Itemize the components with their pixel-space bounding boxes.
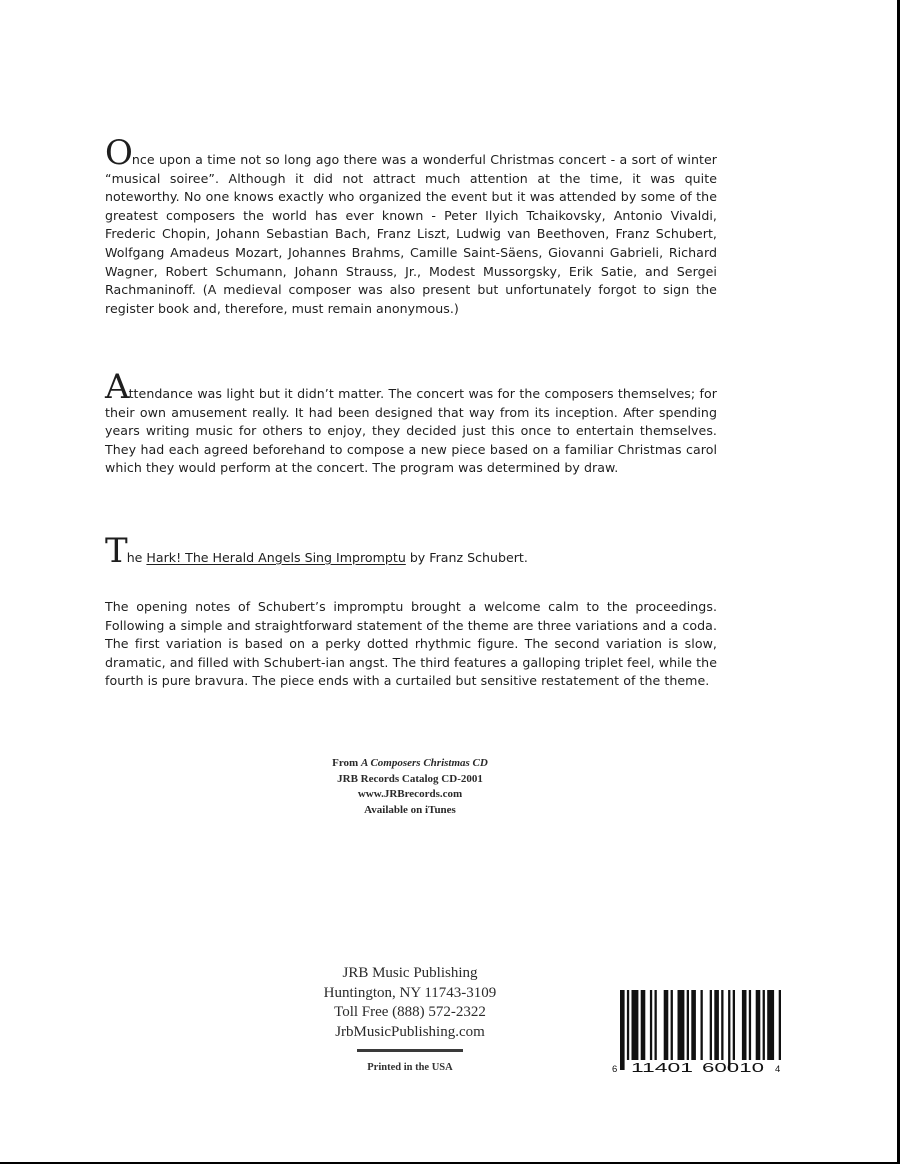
from-label: From bbox=[332, 757, 359, 769]
heading-prefix: he bbox=[126, 550, 147, 565]
publisher-address: Huntington, NY 11743-3109 bbox=[323, 984, 497, 1001]
intro-text: nce upon a time not so long ago there was a wonderful Christmas concert - a sort of winter “musical soiree”. Although it did not attract much attention at the time, it was quite noteworthy. No one knows exactly who organized the event but it was attended by some of the greatest composers the world has ever known - Peter Ilyich Tchaikovsky, Antonio Vivaldi, Frederic Chopin, Johann Sebastian Bach, Franz Liszt, Ludwig van Beethoven, Franz Schubert, Wolfgang Amadeus Mozart, Johannes Brahms, Camille Saint-Säens, Giovanni Gabrieli, Richard Wagner, Robert Schumann, Johann Strauss, Jr., Modest Mussorgsky, Erik Satie, and Sergei Rachmaninoff. (A medieval composer was also present but unfortunately forgot to sign the register book and, therefore, must remain anonymous.) bbox=[105, 152, 717, 316]
catalog-line: JRB Records Catalog CD-2001 bbox=[337, 772, 483, 785]
barcode-bar bbox=[701, 990, 703, 1060]
records-website: www.JRBrecords.com bbox=[357, 788, 463, 801]
barcode-bars bbox=[620, 990, 782, 1070]
barcode-bar bbox=[779, 990, 781, 1060]
barcode-bar bbox=[687, 990, 689, 1060]
publisher-name: JRB Music Publishing bbox=[342, 965, 478, 981]
attendance-paragraph bbox=[105, 367, 717, 478]
barcode-bar bbox=[620, 990, 625, 1070]
description-text: The opening notes of Schubert’s impromptu brought a welcome calm to the proceedings. Following a simple and straightforward statement of the theme are three variations and a coda. The first variation is based on a perky dotted rhythmic figure. The second variation is slow, dramatic, and filled with Schubert-ian angst. The third features a galloping triplet feel, while the fourth is pure bravura. The piece ends with a curtailed but sensitive restatement of the theme. bbox=[105, 599, 717, 689]
description-paragraph bbox=[105, 598, 717, 691]
barcode-right-digits: 60010 bbox=[702, 1060, 764, 1075]
barcode-bar bbox=[763, 990, 765, 1060]
cd-credit-line bbox=[270, 756, 550, 772]
barcode-bar bbox=[710, 990, 712, 1060]
barcode-bar bbox=[767, 990, 774, 1060]
attendance-dropcap: A bbox=[105, 367, 129, 407]
cd-title: A Composers Christmas CD bbox=[360, 757, 488, 769]
barcode-bar bbox=[728, 990, 730, 1070]
barcode-bar bbox=[655, 990, 657, 1060]
printed-notice: Printed in the USA bbox=[367, 1062, 453, 1073]
barcode-left-digits: 11401 bbox=[631, 1060, 693, 1075]
heading-suffix: by Franz Schubert. bbox=[405, 550, 528, 565]
barcode-bar bbox=[650, 990, 652, 1060]
barcode-bar bbox=[632, 990, 639, 1060]
publisher-phone: Toll Free (888) 572-2322 bbox=[334, 1004, 486, 1020]
barcode-bar bbox=[691, 990, 696, 1060]
barcode-bar bbox=[742, 990, 747, 1060]
barcode-bar bbox=[733, 990, 735, 1060]
barcode-bar bbox=[627, 990, 629, 1060]
barcode-bar bbox=[664, 990, 669, 1060]
publisher-divider bbox=[357, 1049, 463, 1052]
barcode-bar bbox=[678, 990, 685, 1060]
barcode-bar bbox=[714, 990, 719, 1060]
barcode-bar bbox=[671, 990, 673, 1060]
barcode bbox=[612, 990, 782, 1078]
intro-dropcap: O bbox=[105, 133, 132, 173]
piece-heading bbox=[105, 531, 717, 571]
barcode-bar bbox=[749, 990, 751, 1060]
piece-title: Hark! The Herald Angels Sing Impromptu bbox=[146, 550, 406, 565]
publisher-website: JrbMusicPublishing.com bbox=[335, 1023, 485, 1040]
barcode-bar bbox=[756, 990, 761, 1060]
intro-paragraph bbox=[105, 133, 717, 318]
barcode-bar bbox=[721, 990, 723, 1060]
heading-dropcap: T bbox=[105, 531, 127, 571]
barcode-bar bbox=[641, 990, 646, 1060]
publisher-block bbox=[260, 964, 560, 1042]
barcode-lead-digit: 6 bbox=[612, 1064, 618, 1075]
barcode-check-digit: 4 bbox=[775, 1064, 781, 1075]
attendance-text: ttendance was light but it didn’t matter. The concert was for the composers themselves; for their own amusement really. It had been designed that way from its inception. After spending years writing music for others to enjoy, they decided just this once to entertain themselves. They had each agreed beforehand to compose a new piece based on a familiar Christmas carol which they would perform at the concert. The program was determined by draw. bbox=[105, 386, 717, 476]
cd-credit-block bbox=[270, 756, 550, 818]
availability-line: Available on iTunes bbox=[364, 803, 456, 816]
barcode-graphic bbox=[612, 990, 782, 1078]
